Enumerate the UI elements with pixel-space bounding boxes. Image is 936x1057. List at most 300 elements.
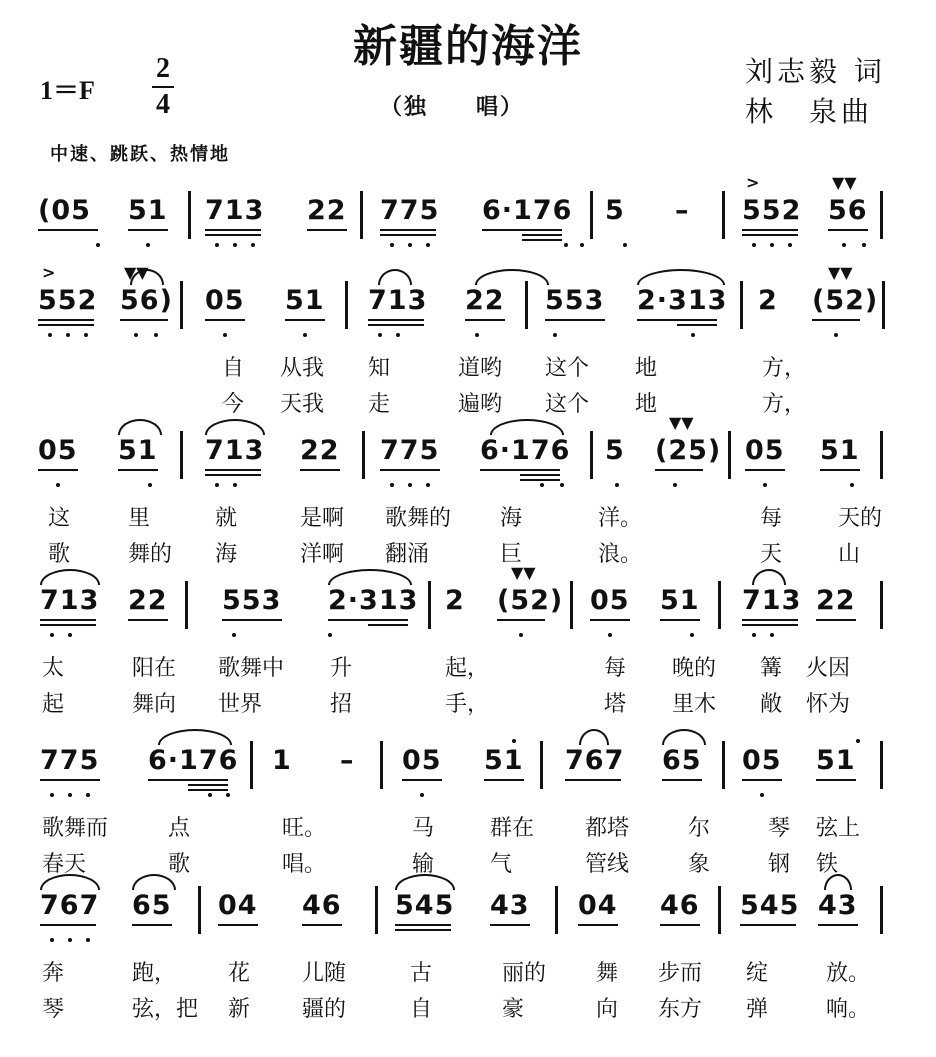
bar-line xyxy=(360,191,363,239)
low-octave-dot xyxy=(148,483,152,487)
low-octave-dot xyxy=(673,483,677,487)
lyric-syllable: 这个 xyxy=(545,356,590,381)
note-group: 22 xyxy=(307,195,347,226)
beam-underline xyxy=(128,619,168,621)
low-octave-dot xyxy=(50,938,54,942)
lyric-syllable: 唱。 xyxy=(282,852,327,877)
lyric-syllable: 跑， xyxy=(132,961,177,986)
beam-underline xyxy=(380,234,436,236)
beam-underline xyxy=(205,229,261,231)
low-octave-dot xyxy=(752,243,756,247)
low-octave-dot xyxy=(862,243,866,247)
beam-underline xyxy=(38,324,94,326)
beam-underline xyxy=(745,469,785,471)
low-octave-dot xyxy=(408,483,412,487)
low-octave-dot xyxy=(208,793,212,797)
lyric-syllable: 响。 xyxy=(826,997,871,1022)
accent-mark: ▼▼ xyxy=(124,263,149,282)
note-group: 46 xyxy=(302,890,342,921)
lyric-syllable: 招 xyxy=(330,692,353,717)
low-octave-dot xyxy=(328,633,332,637)
note-group: 713 xyxy=(205,435,265,466)
time-signature-bottom: 4 xyxy=(156,89,170,120)
low-octave-dot xyxy=(251,243,255,247)
note-group: 6·176 xyxy=(482,195,573,226)
note-group: 22 xyxy=(816,585,856,616)
low-octave-dot xyxy=(615,483,619,487)
lyric-syllable: 遍哟 xyxy=(458,392,503,417)
bar-line xyxy=(555,886,558,934)
bar-line xyxy=(882,281,885,329)
lyrics-verse-1 xyxy=(0,351,936,385)
lyric-syllable: 方， xyxy=(762,392,807,417)
beam-underline xyxy=(218,924,258,926)
bar-line xyxy=(380,741,383,789)
beam-underline xyxy=(482,229,562,231)
low-octave-dot xyxy=(553,333,557,337)
lyric-syllable: 点 xyxy=(168,816,191,841)
beam-underline xyxy=(205,234,261,236)
low-octave-dot xyxy=(215,483,219,487)
lyric-syllable: 铁 xyxy=(816,852,839,877)
beam-underline xyxy=(118,469,158,471)
low-octave-dot xyxy=(608,633,612,637)
beam-underline xyxy=(742,619,798,621)
lyric-syllable: 东方 xyxy=(658,997,703,1022)
low-octave-dot xyxy=(426,483,430,487)
note-group: 545 xyxy=(740,890,800,921)
note-group: 545 xyxy=(395,890,455,921)
beam-underline xyxy=(660,924,700,926)
notation-line xyxy=(0,563,936,645)
slur-arc xyxy=(637,269,725,285)
lyric-syllable: 今 xyxy=(222,392,245,417)
beam-underline xyxy=(522,239,562,241)
lyric-syllable: 里 xyxy=(128,506,151,531)
lyric-syllable: 世界 xyxy=(218,692,263,717)
notation-line xyxy=(0,263,936,345)
bar-line xyxy=(722,191,725,239)
lyric-syllable: 儿随 xyxy=(302,961,347,986)
beam-underline xyxy=(590,619,630,621)
lyrics-verse-1 xyxy=(0,956,936,990)
lyrics-verse-2 xyxy=(0,687,936,721)
note-group: 2 xyxy=(445,585,465,616)
bar-line xyxy=(590,191,593,239)
lyric-syllable: 怀为 xyxy=(806,692,851,717)
lyric-syllable: 篝 xyxy=(760,656,783,681)
lyric-syllable: 绽 xyxy=(746,961,769,986)
lyric-syllable: 马 xyxy=(412,816,435,841)
note-group: 553 xyxy=(545,285,605,316)
lyric-syllable: 豪 xyxy=(502,997,525,1022)
lyric-syllable: 起 xyxy=(42,692,65,717)
lyric-syllable: 海 xyxy=(215,542,238,567)
low-octave-dot xyxy=(560,483,564,487)
note-group: 713 xyxy=(40,585,100,616)
lyric-syllable: 走 xyxy=(368,392,391,417)
beam-underline xyxy=(484,779,524,781)
note-group: 05 xyxy=(742,745,782,776)
low-octave-dot xyxy=(763,483,767,487)
beam-underline xyxy=(38,229,98,231)
beam-underline xyxy=(742,624,798,626)
beam-underline xyxy=(40,619,96,621)
lyric-syllable: 歌舞而 xyxy=(42,816,109,841)
lyric-syllable: 歌 xyxy=(48,542,71,567)
beam-underline xyxy=(222,619,282,621)
beam-underline xyxy=(637,319,717,321)
lyric-syllable: 步而 xyxy=(658,961,703,986)
lyric-syllable: 就 xyxy=(215,506,238,531)
low-octave-dot xyxy=(475,333,479,337)
beam-underline xyxy=(380,229,436,231)
lyric-syllable: 尔 xyxy=(688,816,711,841)
beam-underline xyxy=(38,319,94,321)
lyrics-verse-1 xyxy=(0,651,936,685)
low-octave-dot xyxy=(752,633,756,637)
accent-mark: ▼▼ xyxy=(669,413,694,432)
beam-underline xyxy=(740,924,796,926)
lyric-syllable: 歌 xyxy=(168,852,191,877)
high-octave-dot xyxy=(512,739,516,743)
lyric-syllable: 天 xyxy=(760,542,783,567)
low-octave-dot xyxy=(86,938,90,942)
lyric-syllable: 翻涌 xyxy=(385,542,430,567)
note-group: 04 xyxy=(578,890,618,921)
low-octave-dot xyxy=(50,633,54,637)
lyric-syllable: 阳在 xyxy=(132,656,177,681)
note-group: 2·313 xyxy=(328,585,419,616)
lyric-syllable: 自 xyxy=(410,997,433,1022)
slur-arc xyxy=(475,269,549,285)
low-octave-dot xyxy=(303,333,307,337)
low-octave-dot xyxy=(226,793,230,797)
key-signature: 1＝F xyxy=(40,76,95,105)
lyric-syllable: 丽的 xyxy=(502,961,547,986)
bar-line xyxy=(362,431,365,479)
slur-arc xyxy=(40,569,100,585)
high-octave-dot xyxy=(856,739,860,743)
slur-arc xyxy=(490,419,564,435)
time-signature-top: 2 xyxy=(156,53,170,84)
slur-arc xyxy=(158,729,232,745)
composer-credit: 林 泉曲 xyxy=(745,95,874,128)
lyric-syllable: 从我 xyxy=(280,356,325,381)
lyric-syllable: 都塔 xyxy=(585,816,630,841)
bar-line xyxy=(718,886,721,934)
lyric-syllable: 里木 xyxy=(672,692,717,717)
beam-underline xyxy=(565,779,621,781)
lyric-syllable: 象 xyxy=(688,852,711,877)
low-octave-dot xyxy=(408,243,412,247)
note-group: 553 xyxy=(222,585,282,616)
beam-underline xyxy=(395,924,451,926)
bar-line xyxy=(185,581,188,629)
beam-underline xyxy=(120,319,168,321)
beam-underline xyxy=(40,924,96,926)
beam-underline xyxy=(742,779,782,781)
beam-underline xyxy=(205,469,261,471)
beam-underline xyxy=(828,229,868,231)
low-octave-dot xyxy=(68,938,72,942)
note-group: (52) xyxy=(497,585,564,616)
lyric-syllable: 奔 xyxy=(42,961,65,986)
note-group: 552 xyxy=(742,195,802,226)
low-octave-dot xyxy=(56,483,60,487)
note-group: 6·176 xyxy=(480,435,571,466)
beam-underline xyxy=(380,469,440,471)
beam-underline xyxy=(522,234,562,236)
beam-underline xyxy=(307,229,347,231)
beam-underline xyxy=(818,924,858,926)
lyric-syllable: 古 xyxy=(410,961,433,986)
beam-underline xyxy=(188,789,228,791)
beam-underline xyxy=(395,929,451,931)
lyric-syllable: 自 xyxy=(222,356,245,381)
low-octave-dot xyxy=(154,333,158,337)
low-octave-dot xyxy=(232,633,236,637)
beam-underline xyxy=(578,924,618,926)
lyric-syllable: 这个 xyxy=(545,392,590,417)
bar-line xyxy=(880,741,883,789)
bar-line xyxy=(180,281,183,329)
low-octave-dot xyxy=(690,633,694,637)
bar-line xyxy=(250,741,253,789)
low-octave-dot xyxy=(84,333,88,337)
bar-line xyxy=(188,191,191,239)
low-octave-dot xyxy=(564,243,568,247)
low-octave-dot xyxy=(540,483,544,487)
low-octave-dot xyxy=(146,243,150,247)
lyric-syllable: 道哟 xyxy=(458,356,503,381)
lyric-syllable: 向 xyxy=(596,997,619,1022)
bar-line xyxy=(718,581,721,629)
low-octave-dot xyxy=(215,243,219,247)
lyrics-verse-1 xyxy=(0,501,936,535)
lyrics-verse-2 xyxy=(0,537,936,571)
bar-line xyxy=(345,281,348,329)
note-group: 713 xyxy=(742,585,802,616)
lyric-syllable: 是啊 xyxy=(300,506,345,531)
beam-underline xyxy=(662,779,702,781)
lyric-syllable: 输 xyxy=(412,852,435,877)
beam-underline xyxy=(742,229,798,231)
note-group: 1 xyxy=(272,745,292,776)
beam-underline xyxy=(328,619,408,621)
note-group: 05 xyxy=(745,435,785,466)
lyric-syllable: 知 xyxy=(368,356,391,381)
lyric-syllable: 晚的 xyxy=(672,656,717,681)
note-group: 05 xyxy=(205,285,245,316)
low-octave-dot xyxy=(134,333,138,337)
slur-arc xyxy=(579,729,609,745)
note-group: 05 xyxy=(402,745,442,776)
accent-mark: > xyxy=(746,173,760,192)
note-group: 713 xyxy=(205,195,265,226)
bar-line xyxy=(728,431,731,479)
note-group: 22 xyxy=(465,285,505,316)
note-group: 2 xyxy=(758,285,778,316)
lyric-syllable: 起， xyxy=(445,656,490,681)
lyric-syllable: 太 xyxy=(42,656,65,681)
low-octave-dot xyxy=(378,333,382,337)
lyric-syllable: 升 xyxy=(330,656,353,681)
beam-underline xyxy=(40,779,100,781)
slur-arc xyxy=(205,419,265,435)
bar-line xyxy=(570,581,573,629)
beam-underline xyxy=(742,234,798,236)
note-group: 6·176 xyxy=(148,745,239,776)
low-octave-dot xyxy=(770,633,774,637)
note-group: 04 xyxy=(218,890,258,921)
bar-line xyxy=(722,741,725,789)
lyric-syllable: 放。 xyxy=(826,961,871,986)
bar-line xyxy=(740,281,743,329)
note-group: – xyxy=(675,195,690,226)
note-group: 65 xyxy=(132,890,172,921)
low-octave-dot xyxy=(623,243,627,247)
low-octave-dot xyxy=(390,243,394,247)
notation-line xyxy=(0,880,936,950)
note-group: 46 xyxy=(660,890,700,921)
lyric-syllable: 疆的 xyxy=(302,997,347,1022)
lyric-syllable: 塔 xyxy=(604,692,627,717)
lyric-syllable: 舞的 xyxy=(128,542,173,567)
lyric-syllable: 地 xyxy=(635,356,658,381)
note-group: 552 xyxy=(38,285,98,316)
bar-line xyxy=(180,431,183,479)
note-group: (05 xyxy=(38,195,91,226)
bar-line xyxy=(198,886,201,934)
slur-arc xyxy=(752,569,786,585)
beam-underline xyxy=(128,229,168,231)
beam-underline xyxy=(38,469,78,471)
slur-arc xyxy=(662,729,706,745)
low-octave-dot xyxy=(788,243,792,247)
lyric-syllable: 弦，把 xyxy=(132,997,199,1022)
low-octave-dot xyxy=(519,633,523,637)
beam-underline xyxy=(300,469,340,471)
lyric-syllable: 春天 xyxy=(42,852,87,877)
bar-line xyxy=(880,191,883,239)
note-group: 767 xyxy=(565,745,625,776)
lyric-syllable: 洋。 xyxy=(598,506,643,531)
accent-mark: ▼▼ xyxy=(832,173,857,192)
accent-mark: > xyxy=(42,263,56,282)
bar-line xyxy=(428,581,431,629)
beam-underline xyxy=(677,324,717,326)
slur-arc xyxy=(328,569,412,585)
beam-underline xyxy=(188,784,228,786)
note-group: 56) xyxy=(120,285,173,316)
beam-underline xyxy=(132,924,172,926)
beam-underline xyxy=(816,779,856,781)
beam-underline xyxy=(820,469,860,471)
note-group: 51 xyxy=(118,435,158,466)
note-group: 5 xyxy=(605,435,625,466)
tempo-marking: 中速、跳跃、热情地 xyxy=(50,144,230,165)
accent-mark: ▼▼ xyxy=(828,263,853,282)
note-group: 43 xyxy=(818,890,858,921)
note-group: 2·313 xyxy=(637,285,728,316)
beam-underline xyxy=(480,469,560,471)
note-group: 51 xyxy=(816,745,856,776)
note-group: 51 xyxy=(820,435,860,466)
lyric-syllable: 旺。 xyxy=(282,816,327,841)
beam-underline xyxy=(812,319,860,321)
beam-underline xyxy=(368,319,424,321)
low-octave-dot xyxy=(691,333,695,337)
beam-underline xyxy=(520,479,560,481)
note-group: (25) xyxy=(655,435,722,466)
lyric-syllable: 地 xyxy=(635,392,658,417)
song-title: 新疆的海洋 xyxy=(353,21,583,72)
beam-underline xyxy=(490,924,530,926)
lyric-syllable: 每 xyxy=(760,506,783,531)
lyric-syllable: 钢 xyxy=(768,852,791,877)
beam-underline xyxy=(816,619,856,621)
bar-line xyxy=(540,741,543,789)
lyric-syllable: 歌舞的 xyxy=(385,506,452,531)
note-group: – xyxy=(340,745,355,776)
lyricist-credit: 刘志毅 词 xyxy=(745,55,886,88)
beam-underline xyxy=(302,924,342,926)
lyric-syllable: 弹 xyxy=(746,997,769,1022)
lyric-syllable: 琴 xyxy=(42,997,65,1022)
low-octave-dot xyxy=(420,793,424,797)
lyric-syllable: 海 xyxy=(500,506,523,531)
low-octave-dot xyxy=(770,243,774,247)
low-octave-dot xyxy=(233,483,237,487)
lyric-syllable: 歌舞中 xyxy=(218,656,285,681)
beam-underline xyxy=(655,469,703,471)
lyric-syllable: 琴 xyxy=(768,816,791,841)
note-group: 51 xyxy=(285,285,325,316)
beam-underline xyxy=(368,324,424,326)
lyrics-verse-2 xyxy=(0,387,936,421)
notation-line xyxy=(0,173,936,255)
lyric-syllable: 天的 xyxy=(838,506,883,531)
low-octave-dot xyxy=(223,333,227,337)
accent-mark: ▼▼ xyxy=(511,563,536,582)
note-group: 65 xyxy=(662,745,702,776)
bar-line xyxy=(880,581,883,629)
lyric-syllable: 山 xyxy=(838,542,861,567)
lyric-syllable: 气 xyxy=(490,852,513,877)
beam-underline xyxy=(148,779,228,781)
lyric-syllable: 群在 xyxy=(490,816,535,841)
note-group: 713 xyxy=(368,285,428,316)
lyrics-verse-1 xyxy=(0,811,936,845)
beam-underline xyxy=(205,319,245,321)
note-group: 767 xyxy=(40,890,100,921)
low-octave-dot xyxy=(66,333,70,337)
lyric-syllable: 管线 xyxy=(585,852,630,877)
note-group: 775 xyxy=(380,435,440,466)
lyric-syllable: 新 xyxy=(228,997,251,1022)
lyric-syllable: 巨 xyxy=(500,542,523,567)
beam-underline xyxy=(402,779,442,781)
low-octave-dot xyxy=(68,633,72,637)
beam-underline xyxy=(545,319,605,321)
note-group: 22 xyxy=(300,435,340,466)
low-octave-dot xyxy=(86,793,90,797)
note-group: 56 xyxy=(828,195,868,226)
low-octave-dot xyxy=(50,793,54,797)
low-octave-dot xyxy=(426,243,430,247)
lyric-syllable: 舞 xyxy=(596,961,619,986)
